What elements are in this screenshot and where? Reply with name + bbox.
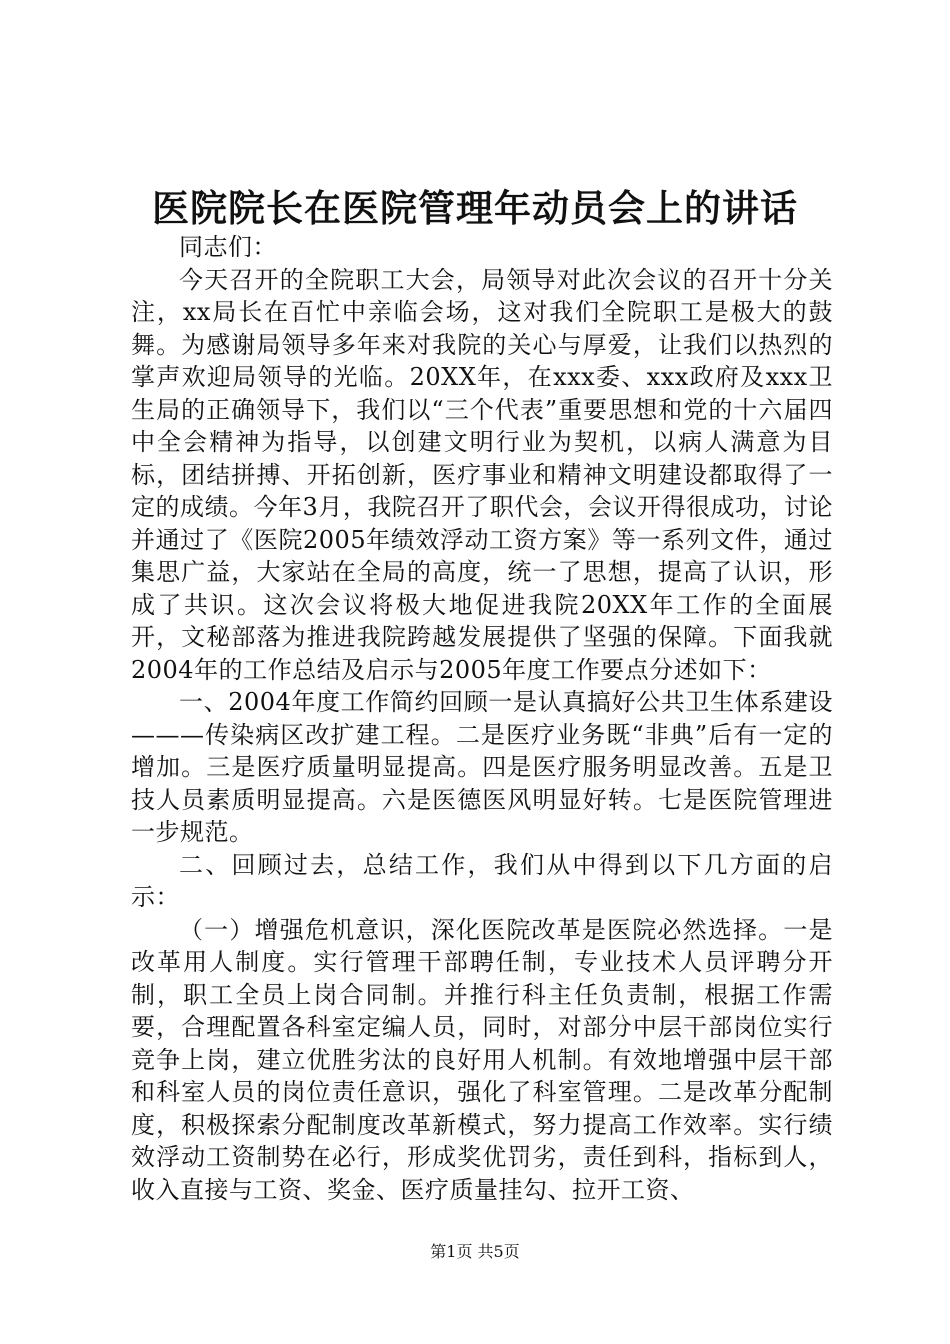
document-title: 医院院长在医院管理年动员会上的讲话 [152, 186, 798, 230]
page-number-footer: 第1页 共5页 [430, 1242, 520, 1261]
salutation-paragraph: 同志们： [179, 233, 277, 261]
reform-paragraph: （一）增强危机意识，深化医院改革是医院必然选择。一是改革用人制度。实行管理干部聘任制，专业技术人员评聘分开制，职工全员上岗合同制。并推行科主任负责制，根据工作需要，合理配置各科室定编人员，同时，对部分中层干部岗位实行竞争上岗，建立优胜劣汰的良好用人机制。有效地增强中层干部和科室人员的岗位责任意识，强化了科室管理。二是改革分配制度，积极探索分配制度改革新模式，努力提高工作效率。实行绩效浮动工资制势在必行，形成奖优罚劣，责任到科，指标到人，收入直接与工资、奖金、医疗质量挂勾、拉开工资、 [131, 915, 833, 1204]
opening-paragraph: 今天召开的全院职工大会，局领导对此次会议的召开十分关注，xx局长在百忙中亲临会场，这对我们全院职工是极大的鼓舞。为感谢局领导多年来对我院的关心与厚爱，让我们以热烈的掌声欢迎局领导的光临。20XX年，在xxx委、xxx政府及xxx卫生局的正确领导下，我们以“三个代表”重要思想和党的十六届四中全会精神为指导，以创建文明行业为契机，以病人满意为目标，团结拼搏、开拓创新，医疗事业和精神文明建设都取得了一定的成绩。今年3月，我院召开了职代会，会议开得很成功，讨论并通过了《医院2005年绩效浮动工资方案》等一系列文件，通过集思广益，大家站在全局的高度，统一了思想，提高了认识，形成了共识。这次会议将极大地促进我院20XX年工作的全面展开，文秘部落为推进我院跨越发展提供了坚强的保障。下面我就2004年的工作总结及启示与2005年度工作要点分述如下： [131, 265, 833, 684]
document-body [131, 231, 833, 1206]
lessons-intro-paragraph: 二、回顾过去，总结工作，我们从中得到以下几方面的启示： [131, 850, 833, 911]
review-paragraph: 一、2004年度工作简约回顾一是认真搞好公共卫生体系建设———传染病区改扩建工程。二是医疗业务既“非典”后有一定的增加。三是医疗质量明显提高。四是医疗服务明显改善。五是卫技人员素质明显提高。六是医德医风明显好转。七是医院管理进一步规范。 [131, 688, 833, 846]
